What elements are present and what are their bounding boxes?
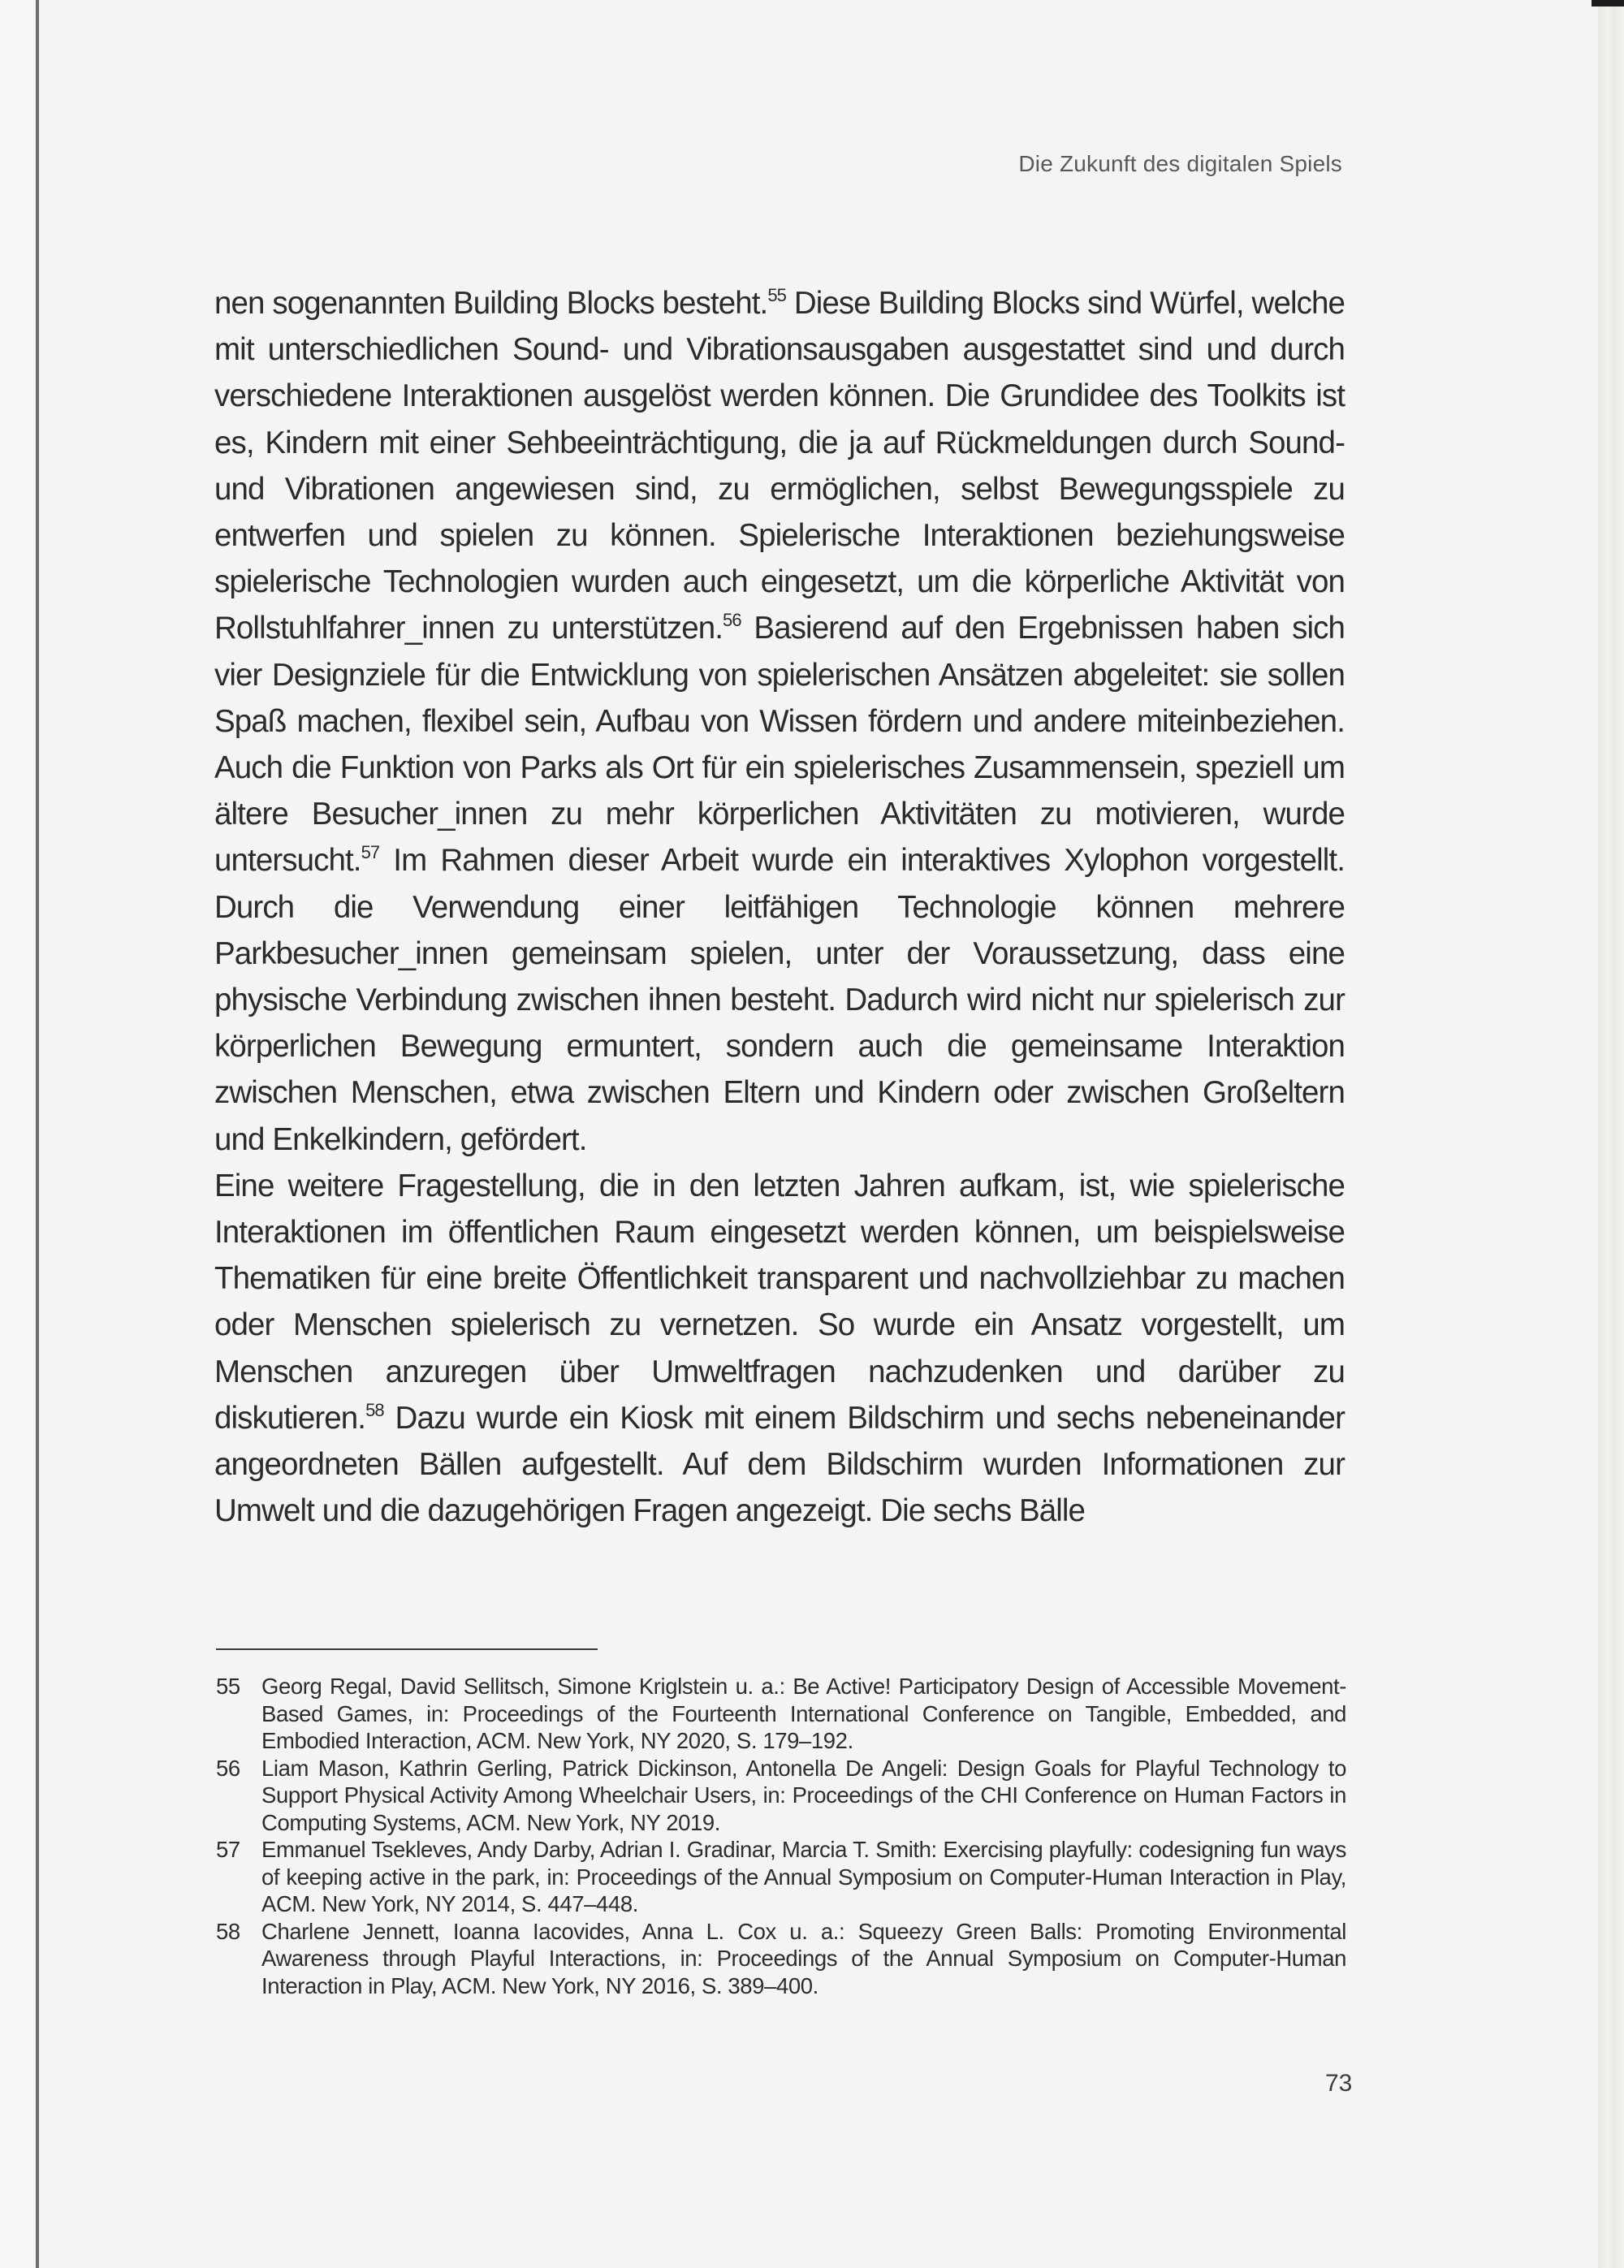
- body-text: [214, 280, 1345, 1534]
- text-segment: Dazu wurde ein Kiosk mit einem Bildschirm und sechs nebeneinander angeordneten Bällen aufgestellt. Auf dem Bildschirm wurden Informationen zur Umwelt und die dazugehörigen Fragen angezeigt. Die sechs Bälle: [214, 1400, 1345, 1529]
- footnotes: [216, 1673, 1346, 1999]
- footnote-57: [216, 1836, 1346, 1918]
- footnote-ref-58[interactable]: 58: [365, 1399, 384, 1420]
- paragraph-2: [214, 1163, 1345, 1535]
- footnote-number: 56: [216, 1755, 240, 1781]
- paragraph-1: [214, 280, 1345, 1163]
- footnote-ref-55[interactable]: 55: [767, 285, 786, 305]
- facing-page-edge: [0, 0, 36, 2268]
- footnote-text: Charlene Jennett, Ioanna Iacovides, Anna L. Cox u. a.: Squeezy Green Balls: Promoting Environmental Awareness through Playful Interactions, in: Proceedings of the Annual Symposium on Computer-Human Interaction in Play, ACM. New York, NY 2016, S. 389–400.: [261, 1918, 1346, 1998]
- footnote-text: Liam Mason, Kathrin Gerling, Patrick Dickinson, Antonella De Angeli: Design Goals for Playful Technology to Support Physical Activity Among Wheelchair Users, in: Proceedings of the CHI Conference on Human Factors in Computing Systems, ACM. New York, NY 2019.: [261, 1755, 1346, 1835]
- text-segment: nen sogenannten Building Blocks besteht.: [214, 286, 768, 321]
- page-stack-edge: [1598, 0, 1624, 2268]
- footnote-number: 57: [216, 1837, 240, 1862]
- footnote-55: [216, 1673, 1346, 1755]
- footnote-58: [216, 1918, 1346, 2000]
- text-segment: Eine weitere Fragestellung, die in den letzten Jahren aufkam, ist, wie spielerische Interaktionen im öffentlichen Raum eingesetzt werden können, um beispielsweise Thematiken für eine breite Öffentlichkeit transparent und nachvollziehbar zu machen oder Menschen spielerisch zu vernetzen. So wurde ein Ansatz vorgestellt, um Menschen anzuregen über Umweltfragen nachzudenken und darüber zu diskutieren.: [214, 1168, 1345, 1436]
- footnote-number: 58: [216, 1918, 240, 1944]
- footnote-ref-56[interactable]: 56: [723, 610, 741, 631]
- footnote-text: Georg Regal, David Sellitsch, Simone Kriglstein u. a.: Be Active! Participatory Design of Accessible Movement-Based Games, in: Proceedings of the Fourteenth International Conference on Tangible, Embedded, and Embodied Interaction, ACM. New York, NY 2020, S. 179–192.: [261, 1674, 1346, 1753]
- text-segment: Basierend auf den Ergebnissen haben sich vier Designziele für die Entwicklung von spielerischen Ansätzen abgeleitet: sie sollen Spaß machen, flexibel sein, Aufbau von Wissen fördern und andere miteinbeziehen. Auch die Funktion von Parks als Ort für ein spielerisches Zusammensein, speziell um ältere Besucher_innen zu mehr körperlichen Aktivitäten zu motivieren, wurde untersucht.: [214, 611, 1345, 879]
- footnote-text: Emmanuel Tsekleves, Andy Darby, Adrian I. Gradinar, Marcia T. Smith: Exercising playfully: codesigning fun ways of keeping active in the park, in: Proceedings of the Annual Symposium on Computer-Human Interaction in Play, ACM. New York, NY 2014, S. 447–448.: [261, 1837, 1346, 1916]
- text-segment: Im Rahmen dieser Arbeit wurde ein interaktives Xylophon vorgestellt. Durch die Verwendung einer leitfähigen Technologie können mehrere Parkbesucher_innen gemeinsam spielen, unter der Voraussetzung, dass eine physische Verbindung zwischen ihnen besteht. Dadurch wird nicht nur spielerisch zur körperlichen Bewegung ermuntert, sondern auch die gemeinsame Interaktion zwischen Menschen, etwa zwischen Eltern und Kindern oder zwischen Großeltern und Enkelkindern, gefördert.: [214, 843, 1345, 1157]
- scan-corner-shadow: [1592, 0, 1624, 6]
- footnote-number: 55: [216, 1674, 240, 1699]
- footnote-56: [216, 1755, 1346, 1837]
- text-segment: Diese Building Blocks sind Würfel, welche mit unterschiedlichen Sound- und Vibrationsausgaben ausgestattet sind und durch verschiedene Interaktionen ausgelöst werden können. Die Grundidee des Toolkits ist es, Kindern mit einer Sehbeeinträchtigung, die ja auf Rückmeldungen durch Sound- und Vibrationen angewiesen sind, zu ermöglichen, selbst Bewegungsspiele zu entwerfen und spielen zu können. Spielerische Interaktionen beziehungsweise spielerische Technologien wurden auch eingesetzt, um die körperliche Aktivität von Rollstuhlfahrer_innen zu unterstützen.: [214, 286, 1345, 646]
- page-number: 73: [1325, 2070, 1353, 2097]
- footnote-divider: [216, 1648, 598, 1650]
- footnote-ref-57[interactable]: 57: [361, 842, 380, 863]
- running-head: Die Zukunft des digitalen Spiels: [1018, 151, 1342, 176]
